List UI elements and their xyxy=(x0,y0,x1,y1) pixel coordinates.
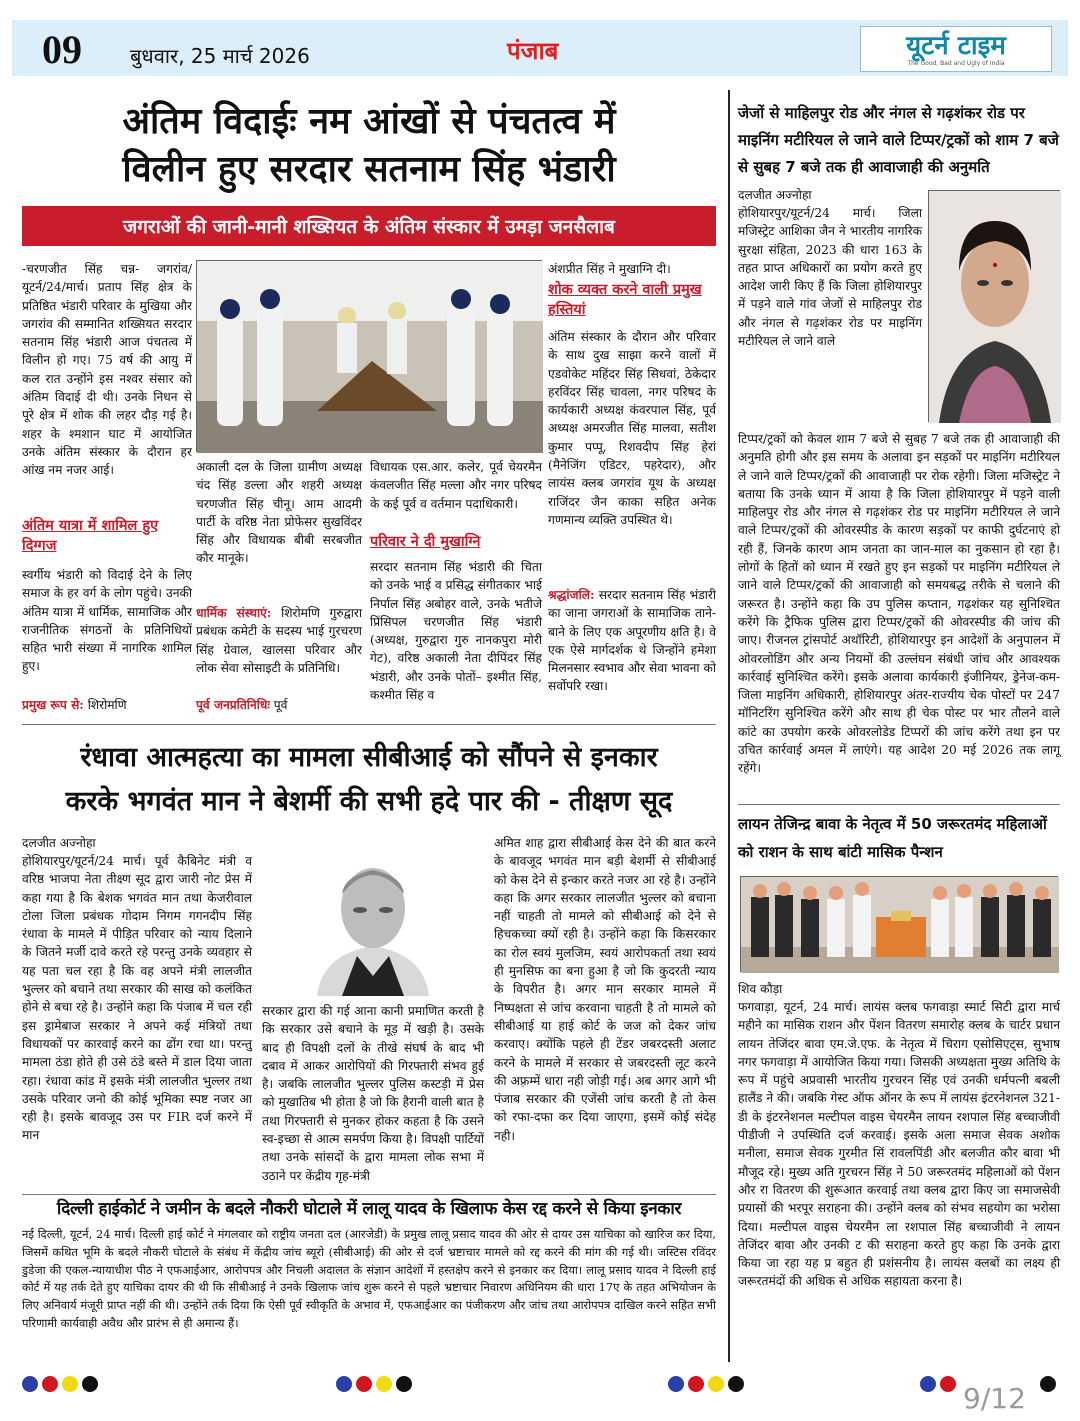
tikshan-sood-photo xyxy=(262,846,484,996)
registration-marks-far-right xyxy=(920,1376,956,1392)
registration-dot xyxy=(356,1376,372,1392)
registration-dot xyxy=(376,1376,392,1392)
story2-col3-text: अमित शाह द्वारा सीबीआई केस देने की बात करने के बावजूद भगवंत मान बड़ी बेशर्मी से सीबीआई को केस देने से इन्कार करते नजर आ रहे है। उन्होंने कहा कि अगर सरकार लालजीत भुल्लर को बचाना नहीं चाहती तो मामले को सीबीआई को देने से हिचकच्चा क्यों रही है। उन्होंने कहा कि किसरकार का रोल स्वयं मुलजिम, स्वयं आरोपकर्ता तथा स्वयं ही मुनसिफ का बना हुआ है जो कि कुदरती न्याय के विपरीत है। अगर मान सरकार मामले में निष्पक्षता से जांच करवाना चाहती है तो मामले को सीबीआई या हाई कोर्ट के जज को देकर जांच करवाए। क्योंकि पहले ही टेंडर जबरदस्ती अलाट करने के मामले में सरकार से जबरदस्ती लूट करने की अफ़्रम्में धारा नही जोड़ी गई। अब अगर आगे भी पंजाब सरकार की एजेंसी जांच करती है तो केस को रफा-दफा कर दिया जाएगा, इसमें कोई संदेह नही। xyxy=(494,836,716,1143)
story5-text: फगवाड़ा, यूटर्न, 24 मार्च। लायंस क्लब फगवाड़ा स्मार्ट सिटी द्वारा मार्च महीने का मासिक राशन और पेंशन वितरण समारोह क्लब के चार्टर प्रधान लायन तेजिंदर बावा एम.जे.एफ. के नेतृत्व में चिराग एसोसिएट्स, सुभाष नगर फगवाड़ा में आयोजित किया गया। जिसकी अध्यक्षता मुख्य अतिथि के रूप में पहुंचे अप्रवासी भारतीय गुरचरन सिंह एवं उनकी धर्मपत्नी बबली हालैंड ने की। जबकि गेस्ट ऑफ ऑनर के रूप में लायंस इंटरनेशनल 321-डी के इंटरनेशनल मल्टीपल वाइस चेयरमैन लायन रशपाल सिंह बच्चाजीवी पीडीजी ने उपस्थिति दर्ज करवाई। इसके अला समाज सेवक अशोक मनीला, समाज सेवक गुरमीत सिं रावलपिंडी और बलजीत कौर बावा भी मौजूद रहे। मुख्य अति गुरचरन सिंह ने 50 जरूरतमंद महिलाओं को पेंशन और रा वितरण की शुरूआत करवाई तथा क्लब द्वारा किए जा समाजसेवी प्रयासों की भरपूर सराहना की। उन्होंने क्लब को संभव सहयोग का भरोसा दिया। मल्टीपल वाइस चेयरमैन ला रशपाल सिंह बच्चाजीवी ने लायन तेजिंदर बावा और उनकी ट की सराहना करते हुए कहा कि उनके द्वारा किया जा रहा यह प्र बहुत ही प्रशंसनीय है। लायंस क्लबों का लक्ष्य ही जरूरतमंदों की अधिक से अधिक सहायता करना है। xyxy=(738,1000,1060,1289)
registration-marks-left xyxy=(22,1376,98,1392)
story1-col1-subhead: अंतिम यात्रा में शामिल हुए दिग्गज xyxy=(22,518,159,554)
page-counter[interactable]: 9/12 xyxy=(963,1382,1026,1415)
registration-marks-center xyxy=(336,1376,412,1392)
story1-col1-text2: स्वर्गीय भंडारी को विदाई देने के लिए समाज के हर वर्ग के लोग पहुंचे। उनकी अंतिम यात्रा में धार्मिक, सामाजिक और राजनीतिक संगठनों के प्रतिनिधियों सहित भारी संख्या में नागरिक शामिल हुए। xyxy=(22,568,192,674)
section-title: पंजाब xyxy=(507,37,559,65)
story1-col1-label: प्रमुख रूप से: xyxy=(22,698,84,712)
story2-col1-text: होशियारपुर/यूटर्न/24 मार्च। पूर्व कैबिनेट मंत्री व वरिष्ठ भाजपा नेता तीक्ष्ण सूद द्वारा जारी नोट प्रेस में कहा गया है कि बेशक भगवंत मान तथा केजरीवाल टोला जिला प्रबंधक गोदाम निगम गगनदीप सिंह रंधावा के मामले में पीड़ित परिवार को न्याय दिलाने के जितने मर्जी दावे करते रहे परन्तु उनके व्यवहार से यह पता चल रहा है कि वह अपने मंत्री लालजीत भुल्लर को बचाने तथा सरकार की साख को कलंकित होने से बचा रहे है। उन्होंने कहा कि पंजाब में चल रही इस ड्रामेबाज सरकार ने अपने कई मंत्रियों तथा विधायकों पर कारवाई करने का ढोंग रचा था। परन्तु मामला ठंडा होते ही उसे ठंडे बस्ते में डाल दिया जाता रहा। रंधावा कांड में इसके मंत्री लालजीत भुल्लर तथा उसके परिवार जनो की कोई भूमिका स्पष्ट नजर आ रही है। इसके बावजूद उस पर FIR दर्ज करने में मान xyxy=(22,854,252,1143)
page-number: 09 xyxy=(42,27,82,72)
story4-byline: दलजीत अज्नोहा xyxy=(738,188,812,202)
story2-byline: दलजीत अज्नोहा xyxy=(22,836,96,850)
divider xyxy=(22,1194,716,1195)
registration-dot xyxy=(708,1376,724,1392)
divider xyxy=(738,804,1060,805)
registration-dot xyxy=(82,1376,98,1392)
story1-headline xyxy=(24,98,714,194)
story1-col4-subhead: शोक व्यक्त करने वाली प्रमुख हस्तियां xyxy=(548,282,702,318)
registration-dot xyxy=(1040,1376,1056,1392)
story1-col1-text: -चरणजीत सिंह चन्न- जगरांव/यूटर्न/24/मार्च। प्रताप सिंह क्षेत्र के प्रतिष्ठित भंडारी परिवार के मुखिया और जगरांव की सम्मानित शख्सियत सरदार सतनाम सिंह भंडारी आज पंचतत्व में विलीन हो गए। 75 वर्ष की आयु में कल रात उन्होंने इस नश्वर संसार को अंतिम विदाई दी थी। उनके निधन से पूरे क्षेत्र में शोक की लहर दौड़ गई है। शहर के श्मशान घाट में आयोजित उनके अंतिम संस्कार के दौरान हर आंख नम नजर आई। xyxy=(22,262,192,478)
story1-col2-label2-text: पूर्व xyxy=(273,698,288,712)
story1-col3-text: विधायक एस.आर. कलेर, पूर्व चेयरमैन कंवलजीत सिंह मल्ला और नगर परिषद के कई पूर्व व वर्तमान पदाधिकारी। xyxy=(370,460,542,511)
story1-headline-line2: विलीन हुए सरदार सतनाम सिंह भंडारी xyxy=(122,149,616,190)
story4-text-wide: टिप्पर/ट्रकों को केवल शाम 7 बजे से सुबह 7 बजे तक ही आवाजाही की अनुमति होगी और इस समय के अलावा इन सड़कों पर माइनिंग मटीरियल ले जाने वाले टिप्पर/ट्रकों की आवाजाही पर रोक रहेगी। जिला मजिस्ट्रेट ने बताया कि उनके ध्यान में आया है कि जिला होशियारपुर में पड़ने वाली माहिलपुर रोड और नंगल से गढ़शंकर रोड पर माइनिंग मटीरियल ले जाने वाले टिप्पर/ट्रकों की ओवरस्पीड के कारण सड़कों पर काफी दुर्घटनाएं हो रही हैं, जिनके कारण आम जनता का जान-माल का नुकसान हो रहा है। लोगों के हितों को ध्यान में रखते हुए इन सड़कों पर माइनिंग मटीरियल ले जाने वाले टिप्पर/ट्रकों की आवाजाही को समयबद्ध तरीके से चलाने की जरूरत है। उन्होंने कहा कि उप पुलिस कप्तान, गढ़शंकर यह सुनिश्चित करेंगे कि ट्रैफिक पुलिस द्वारा टिप्पर/ट्रकों की ओवरस्पीड की जांच की जाए। रीजनल ट्रांसपोर्ट अथॉरिटी, होशियारपुर इन आदेशों के अनुपालन में ओवरलोडिंग और अन्य नियमों की उल्लंघन संबंधी जांच और आवश्यक कार्रवाई सुनिश्चित करेंगे। इसके अलावा कार्यकारी इंजीनियर, ड्रेनेज-कम-जिला माइनिंग अधिकारी, होशियारपुर अंतर-राज्यीय चेक पोस्टों पर 247 मॉनिटरिंग सुनिश्चित करेंगे और साथ ही चेक पोस्ट पर भार तौलने वाले कांटे का उपयोग करके ओवरलोडेड टिप्परों की जांच करेंगे तथा इन पर उचित कार्रवाई अमल में लाएंगे। यह आदेश 20 मई 2026 तक लागू रहेंगे। xyxy=(738,432,1060,776)
story1-col2-label-text: शिरोमणि गुरुद्वारा प्रबंधक कमेटी के सदस्य भाई गुरचरण सिंह ग्रेवाल, खालसा परिवार और लोक सेवा सोसाइटी के प्रतिनिधि। xyxy=(196,606,363,675)
registration-dot xyxy=(62,1376,78,1392)
cremation-photo xyxy=(196,260,542,452)
district-magistrate-image xyxy=(929,191,1061,423)
story1-col2-label2: पूर्व जनप्रतिनिधिः xyxy=(196,698,270,712)
logo-tagline: The Good, Bad and Ugly of India xyxy=(907,59,1005,67)
divider xyxy=(22,724,716,725)
registration-dot xyxy=(42,1376,58,1392)
story1-col2-label: धार्मिक संस्थाएं: xyxy=(196,606,272,620)
newspaper-page xyxy=(12,20,1068,1365)
registration-dot xyxy=(396,1376,412,1392)
story1-col1-label-line xyxy=(22,696,192,716)
district-magistrate-photo xyxy=(928,190,1060,422)
issue-date: बुधवार, 25 मार्च 2026 xyxy=(130,44,310,68)
story1-headline-line1: अंतिम विदाईः नम आंखों से पंचतत्व में xyxy=(122,101,616,142)
story1-col2-former xyxy=(196,696,362,716)
story5-byline: शिव कौड़ा xyxy=(738,982,783,996)
story1-col3-text2: सरदार सतनाम सिंह भंडारी की चिता को उनके भाई व प्रसिद्ध संगीतकार भाई निर्पाल सिंह अबोहर वाले, उनके भतीजे प्रिंसिपल चरणजीत सिंह भंडारी (अध्यक्ष, गुरुद्वारा गुरु नानकपुरा मोरी गेट), वरिष्ठ अकाली नेता दीपिंदर सिंह भंडारी, और उनके पोतों– इश्मीत सिंह, कश्मीत सिंह व xyxy=(370,560,542,703)
story4-text-narrow: होशियारपुर/यूटर्न/24 मार्च। जिला मजिस्ट्रेट आशिका जैन ने भारतीय नागरिक सुरक्षा संहिता, 2023 की धारा 163 के तहत प्राप्त अधिकारों का प्रयोग करते हुए आदेश जारी किए हैं कि जिला होशियारपुर में पड़ने वाले गांव जेजों से माहिलपुर रोड और नंगल से गढ़शंकर रोड पर माइनिंग मटीरियल ले जाने वाले xyxy=(738,206,922,349)
story1-col4-text: अंशप्रीत सिंह ने मुखाग्नि दी। xyxy=(548,262,671,276)
registration-dot xyxy=(920,1376,936,1392)
story1-col4-label: श्रद्धांजलि: xyxy=(548,588,595,602)
story5-headline: लायन तेजिन्द्र बावा के नेतृत्व में 50 जरूरतमंद महिलाओं को राशन के साथ बांटी मासिक पैन्शन xyxy=(738,815,1047,861)
registration-dot xyxy=(940,1376,956,1392)
ration-distribution-photo xyxy=(740,876,1058,972)
registration-marks-right xyxy=(668,1376,744,1392)
story1-col2-religious xyxy=(196,604,362,698)
story1-strap: जगराओं की जानी-मानी शख्सियत के अंतिम संस्कार में उमड़ा जनसैलाब xyxy=(22,206,716,246)
story1-col1-label-text: शिरोमणि xyxy=(87,698,127,712)
registration-dot xyxy=(668,1376,684,1392)
story2-headline-line2: करके भगवंत मान ने बेशर्मी की सभी हदे पार की - तीक्षण सूद xyxy=(65,786,673,817)
ration-distribution-image xyxy=(741,877,1059,973)
story1-col4-text2: अंतिम संस्कार के दौरान और परिवार के साथ दुख साझा करने वालों में एडवोकेट महिंदर सिंह सिधवां, ठेकेदार हरविंदर सिंह चावला, नगर परिषद के कार्यकारी अध्यक्ष कंवरपाल सिंह, पूर्व अध्यक्ष अमरजीत सिंह मालवा, सतीश कुमार पप्पू, रिशवदीप सिंह हेरां (मैनेजिंग एडिटर, पहरेदार), और लायंस क्लब जगरांव यूथ के अध्यक्ष राजिंदर जैन काका सहित अनेक गणमान्य व्यक्ति उपस्थित थे। xyxy=(548,330,716,527)
story1-col3-subhead: परिवार ने दी मुखाग्नि xyxy=(370,534,481,550)
story3-text: नई दिल्ली, यूटर्न, 24 मार्च। दिल्ली हाई कोर्ट ने मंगलवार को राष्ट्रीय जनता दल (आरजेडी) के प्रमुख लालू प्रसाद यादव की ओर से दायर उस याचिका को खारिज कर दिया, जिसमें कथित भूमि के बदले नौकरी घोटाले के संबंध में केंद्रीय जांच ब्यूरो (सीबीआई) की ओर से दर्ज भ्रष्टाचार मामले को रद्द करने की मांग की गई थी। जस्टिस रविंदर डुडेजा की एकल-न्यायाधीश पीठ ने एफआईआर, आरोपपत्र और निचली अदालत के संज्ञान आदेशों में हस्तक्षेप करने से इनकार कर दिया। लालू प्रसाद यादव ने दिल्ली हाई कोर्ट में यह तर्क देते हुए याचिका दायर की थी कि सीबीआई ने उनके खिलाफ जांच शुरू करने से पहले भ्रष्टाचार निवारण अधिनियम की धारा 17ए के तहत अभियोजन के लिए अनिवार्य मंजूरी प्राप्त नहीं की थी। उन्होंने तर्क दिया कि ऐसी पूर्व स्वीकृति के अभाव में, एफआईआर का पंजीकरण और जांच तथा आरोपपत्र दाखिल करने सहित सभी परिणामी कार्यवाही अवैध और प्रारंभ से ही अमान्य हैं। xyxy=(22,1227,717,1330)
story2-headline-line1: रंधावा आत्महत्या का मामला सीबीआई को सौंपने से इनकार xyxy=(80,742,658,773)
registration-dot xyxy=(336,1376,352,1392)
story4-headline: जेजों से माहिलपुर रोड और नंगल से गढ़शंकर रोड पर माइनिंग मटीरियल ले जाने वाले टिप्पर/ट्रकों को शाम 7 बजे से सुबह 7 बजे तक ही आवाजाही की अनुमति xyxy=(738,104,1059,176)
story2-col2-text: सरकार द्वारा की गई आना कानी प्रमाणित करती है कि सरकार उसे बचाने के मूड़ में खड़ी है। उसके बाद ही विपक्षी दलों के तीखे संघर्ष के बाद भी दबाव में आकर आरोपियों की गिरफ्तारी संभव हुई है। जबकि लालजीत भुल्लर पुलिस कस्टड़ी में प्रेस को मुखातिब भी होता है जो कि हैरानी वाली बात है तथा गिरफ्तारी से मुनकर होकर कहता है कि उसने स्व-इच्छा से आत्म समर्पण किया है। विपक्षी पार्टियों तथा उनके सांसदों के द्वारा मामला लोक सभा में उठाने पर केंद्रीय गृह-मंत्री xyxy=(262,1004,484,1183)
registration-dot xyxy=(688,1376,704,1392)
registration-marks-end xyxy=(1040,1376,1056,1392)
registration-dot xyxy=(22,1376,38,1392)
story3-headline: दिल्ली हाईकोर्ट ने जमीन के बदले नौकरी घोटाले में लालू यादव के खिलाफ केस रद्द करने से किया इनकार xyxy=(56,1199,682,1219)
story1-col2-text: अकाली दल के जिला ग्रामीण अध्यक्ष चंद सिंह डल्ला और शहरी अध्यक्ष चरणजीत सिंह चीनू। आम आदमी पार्टी के वरिष्ठ नेता प्रोफेसर सुखविंदर सिंह और विधायक बीबी सरबजीत कौर मानूके। xyxy=(196,460,362,566)
logo-text: यूटर्न टाइम xyxy=(906,30,1006,61)
registration-dot xyxy=(728,1376,744,1392)
story1-col4-label-text: सरदार सतनाम सिंह भंडारी का जाना जगराओं के सामाजिक ताने-बाने के लिए एक अपूरणीय क्षति है। वे एक ऐसे मार्गदर्शक थे जिन्होंने हमेशा मिलनसार स्वभाव और सेवा भावना को सर्वोपरि रखा। xyxy=(548,588,717,694)
story1-col2-text-b xyxy=(196,532,362,602)
newspaper-logo xyxy=(860,26,1052,72)
story1-col4-tribute xyxy=(548,586,716,716)
cremation-photo-image xyxy=(197,261,543,453)
column-divider xyxy=(728,90,730,1362)
tikshan-sood-image xyxy=(262,846,484,996)
story2-headline xyxy=(24,736,714,824)
